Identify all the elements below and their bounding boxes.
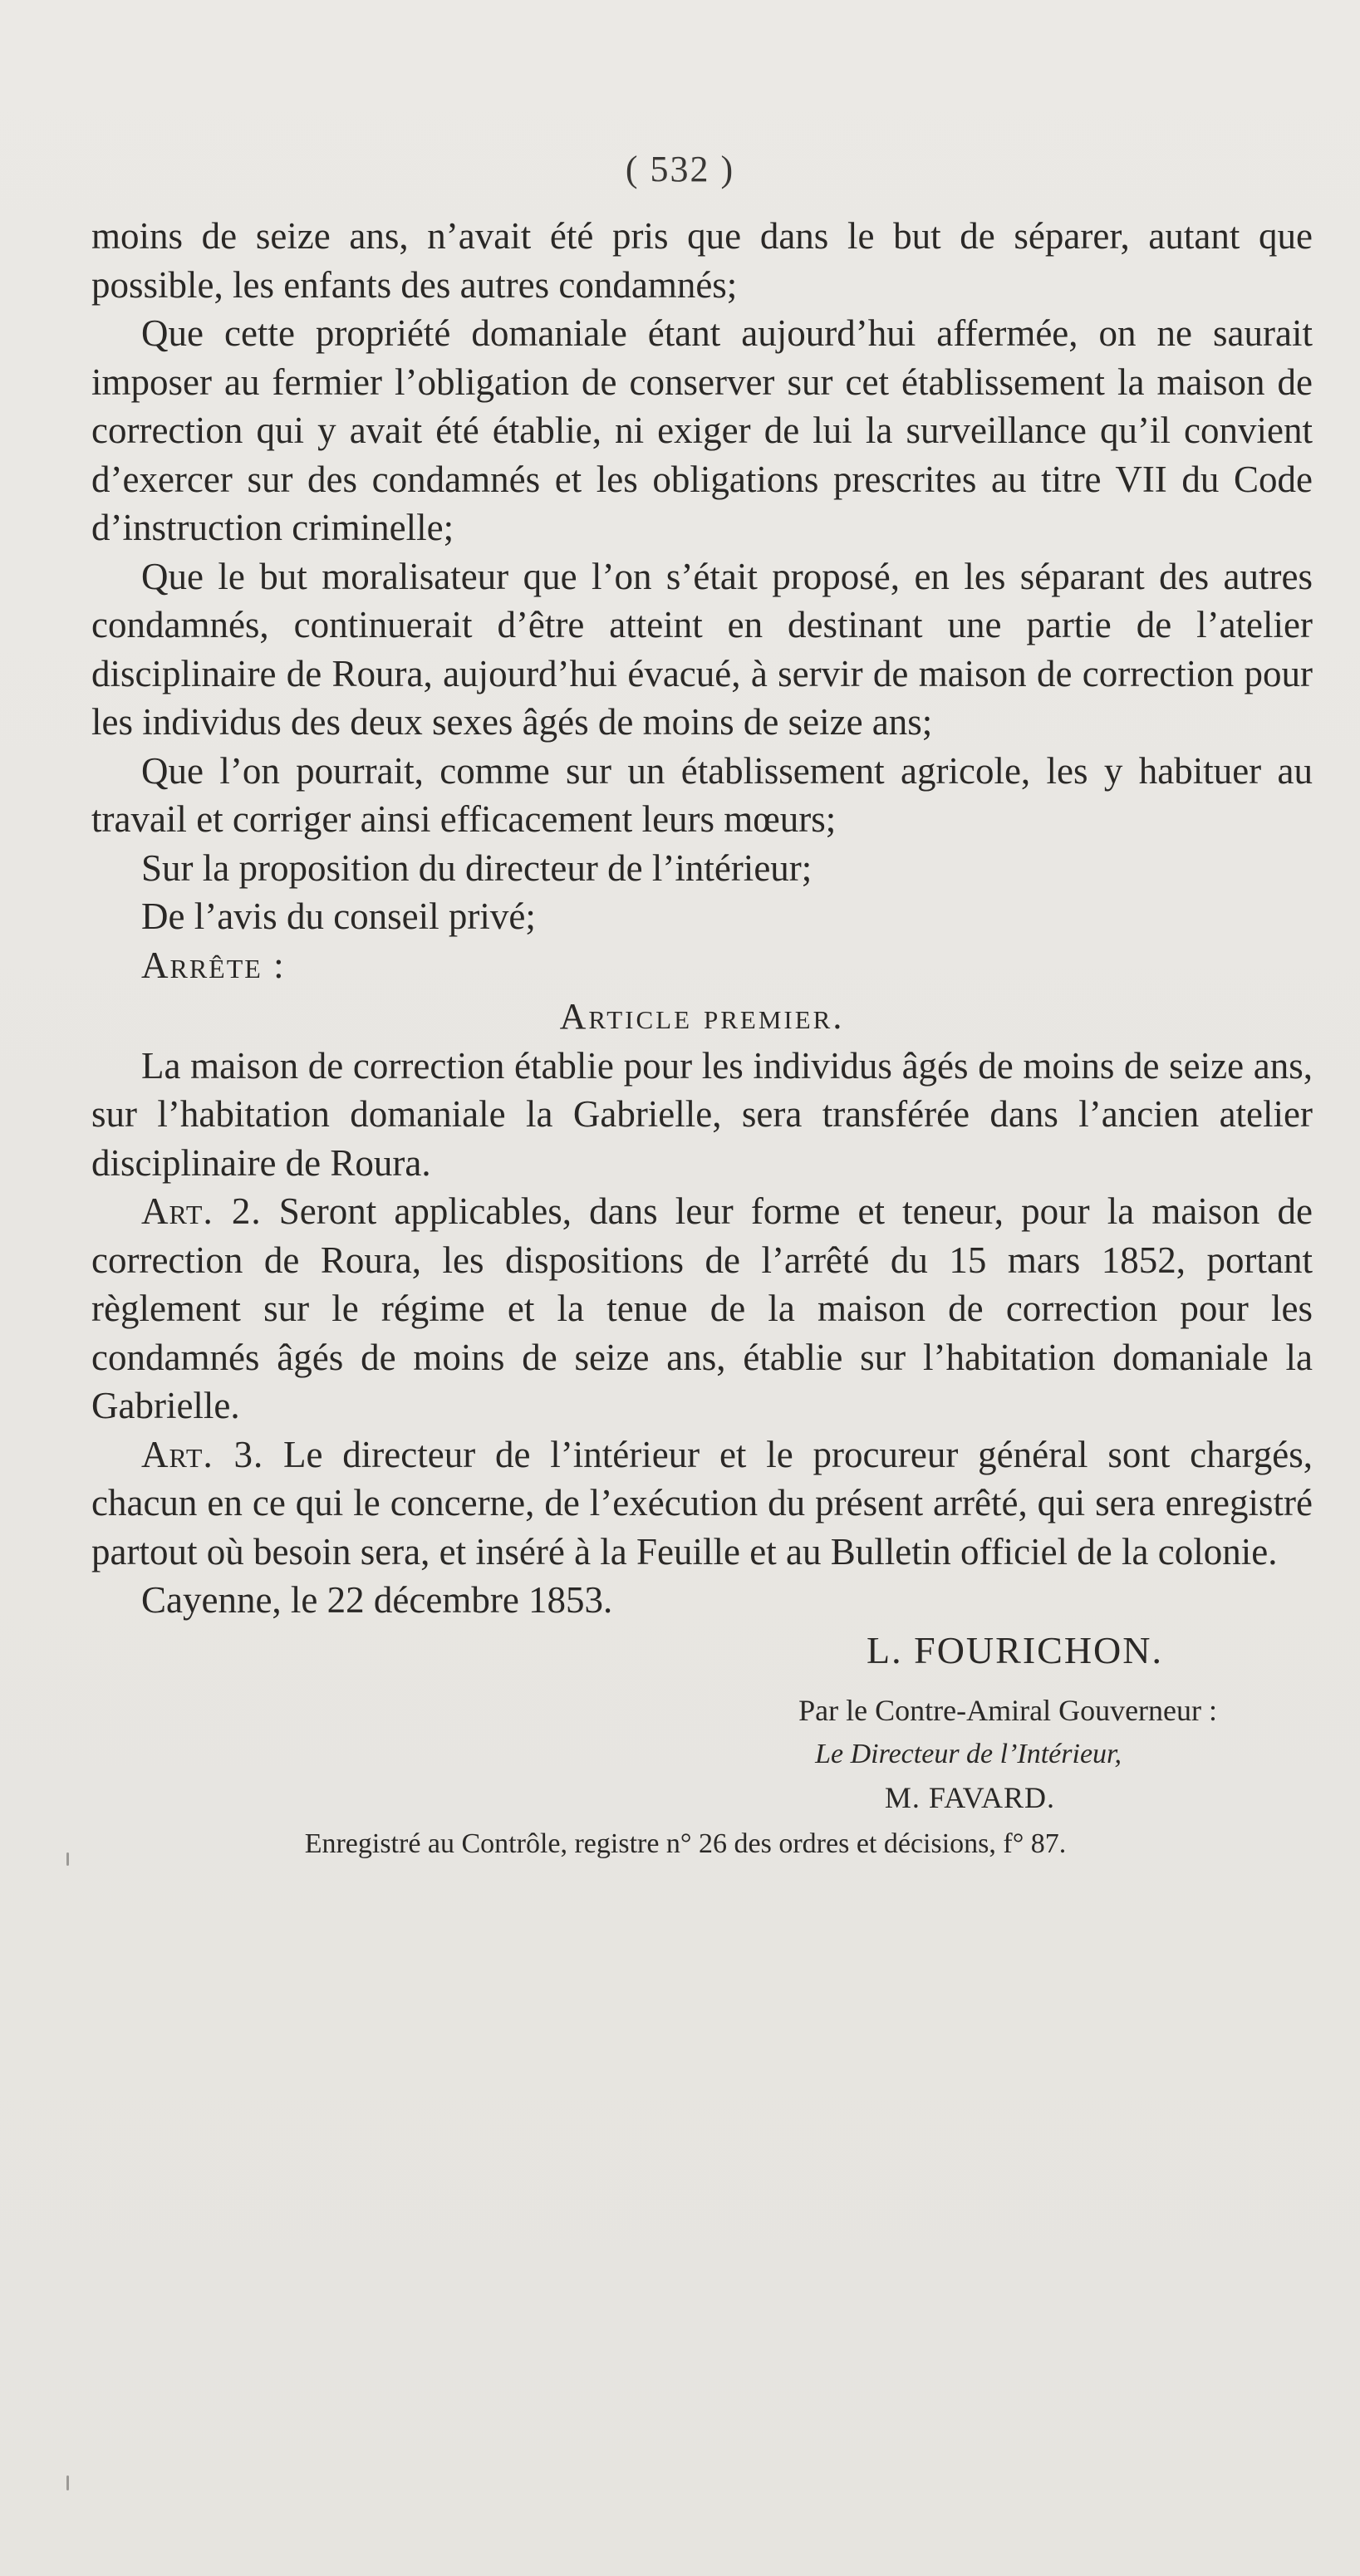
paper-speck (66, 1852, 69, 1866)
paper-speck (66, 2475, 69, 2490)
registration-note: Enregistré au Contrôle, registre n° 26 des ordres et décisions, f° 87. (304, 1828, 1067, 1859)
paragraph-continuation: moins de seize ans, n’avait été pris que dans le but de séparer, autant que possible, les enfants des autres condamnés; (91, 215, 1313, 306)
paragraph-considerant-3: Que l’on pourrait, comme sur un établissement agricole, les y habituer au travail et corriger ainsi efficacement leurs mœurs; (91, 749, 1313, 840)
paragraph-considerant-2: Que le but moralisateur que l’on s’était proposé, en les séparant des autres condamnés, continuerait d’être atteint en destinant une partie de l’atelier disciplinaire de Roura, aujourd’hui évacué, à servir de maison de correction pour les individus des deux sexes âgés de moins de seize ans; (91, 555, 1313, 743)
article-premier-heading: Article premier. (559, 996, 845, 1037)
director-title: Le Directeur de l’Intérieur, (815, 1739, 1122, 1769)
body-text (91, 212, 1313, 1866)
paragraph-proposition: Sur la proposition du directeur de l’intérieur; (141, 846, 813, 889)
by-line: Par le Contre-Amiral Gouverneur : (798, 1694, 1217, 1727)
article-2-label: Art. 2. (141, 1190, 262, 1232)
paragraph-considerant-1: Que cette propriété domaniale étant aujourd’hui affermée, on ne saurait imposer au fermier l’obligation de conserver sur cet établissement la maison de correction qui y avait été établie, ni exiger de lui la surveillance qu’il convient d’exercer sur des condamnés et les obligations prescrites au titre VII du Code d’instruction criminelle; (91, 312, 1313, 548)
article-3 (91, 1430, 1313, 1577)
director-name: M. FAVARD. (884, 1781, 1055, 1814)
article-3-label: Art. 3. (141, 1433, 264, 1475)
article-2-text: Seront applicables, dans leur forme et teneur, pour la maison de correction de Roura, les dispositions de l’arrêté du 15 mars 1852, portant règlement sur le régime et la tenue de la maison de correction pour les condamnés âgés de moins de seize ans, établie sur l’habitation domaniale la Gabrielle. (91, 1190, 1313, 1426)
arrete-heading: Arrête : (141, 944, 286, 986)
article-3-text: Le directeur de l’intérieur et le procureur général sont chargés, chacun en ce qui le concerne, de l’exécution du présent arrêté, qui sera enregistré partout où besoin sera, et inséré à la Feuille et au Bulletin officiel de la colonie. (91, 1433, 1313, 1573)
place-date: Cayenne, le 22 décembre 1853. (141, 1579, 613, 1621)
article-2 (91, 1187, 1313, 1430)
paragraph-avis: De l’avis du conseil privé; (141, 895, 536, 937)
page-number: ( 532 ) (625, 149, 735, 189)
governor-signature: L. FOURICHON. (867, 1628, 1163, 1671)
article-1-text: La maison de correction établie pour les individus âgés de moins de seize ans, sur l’habitation domaniale la Gabrielle, sera transférée dans l’ancien atelier disciplinaire de Roura. (91, 1044, 1313, 1184)
